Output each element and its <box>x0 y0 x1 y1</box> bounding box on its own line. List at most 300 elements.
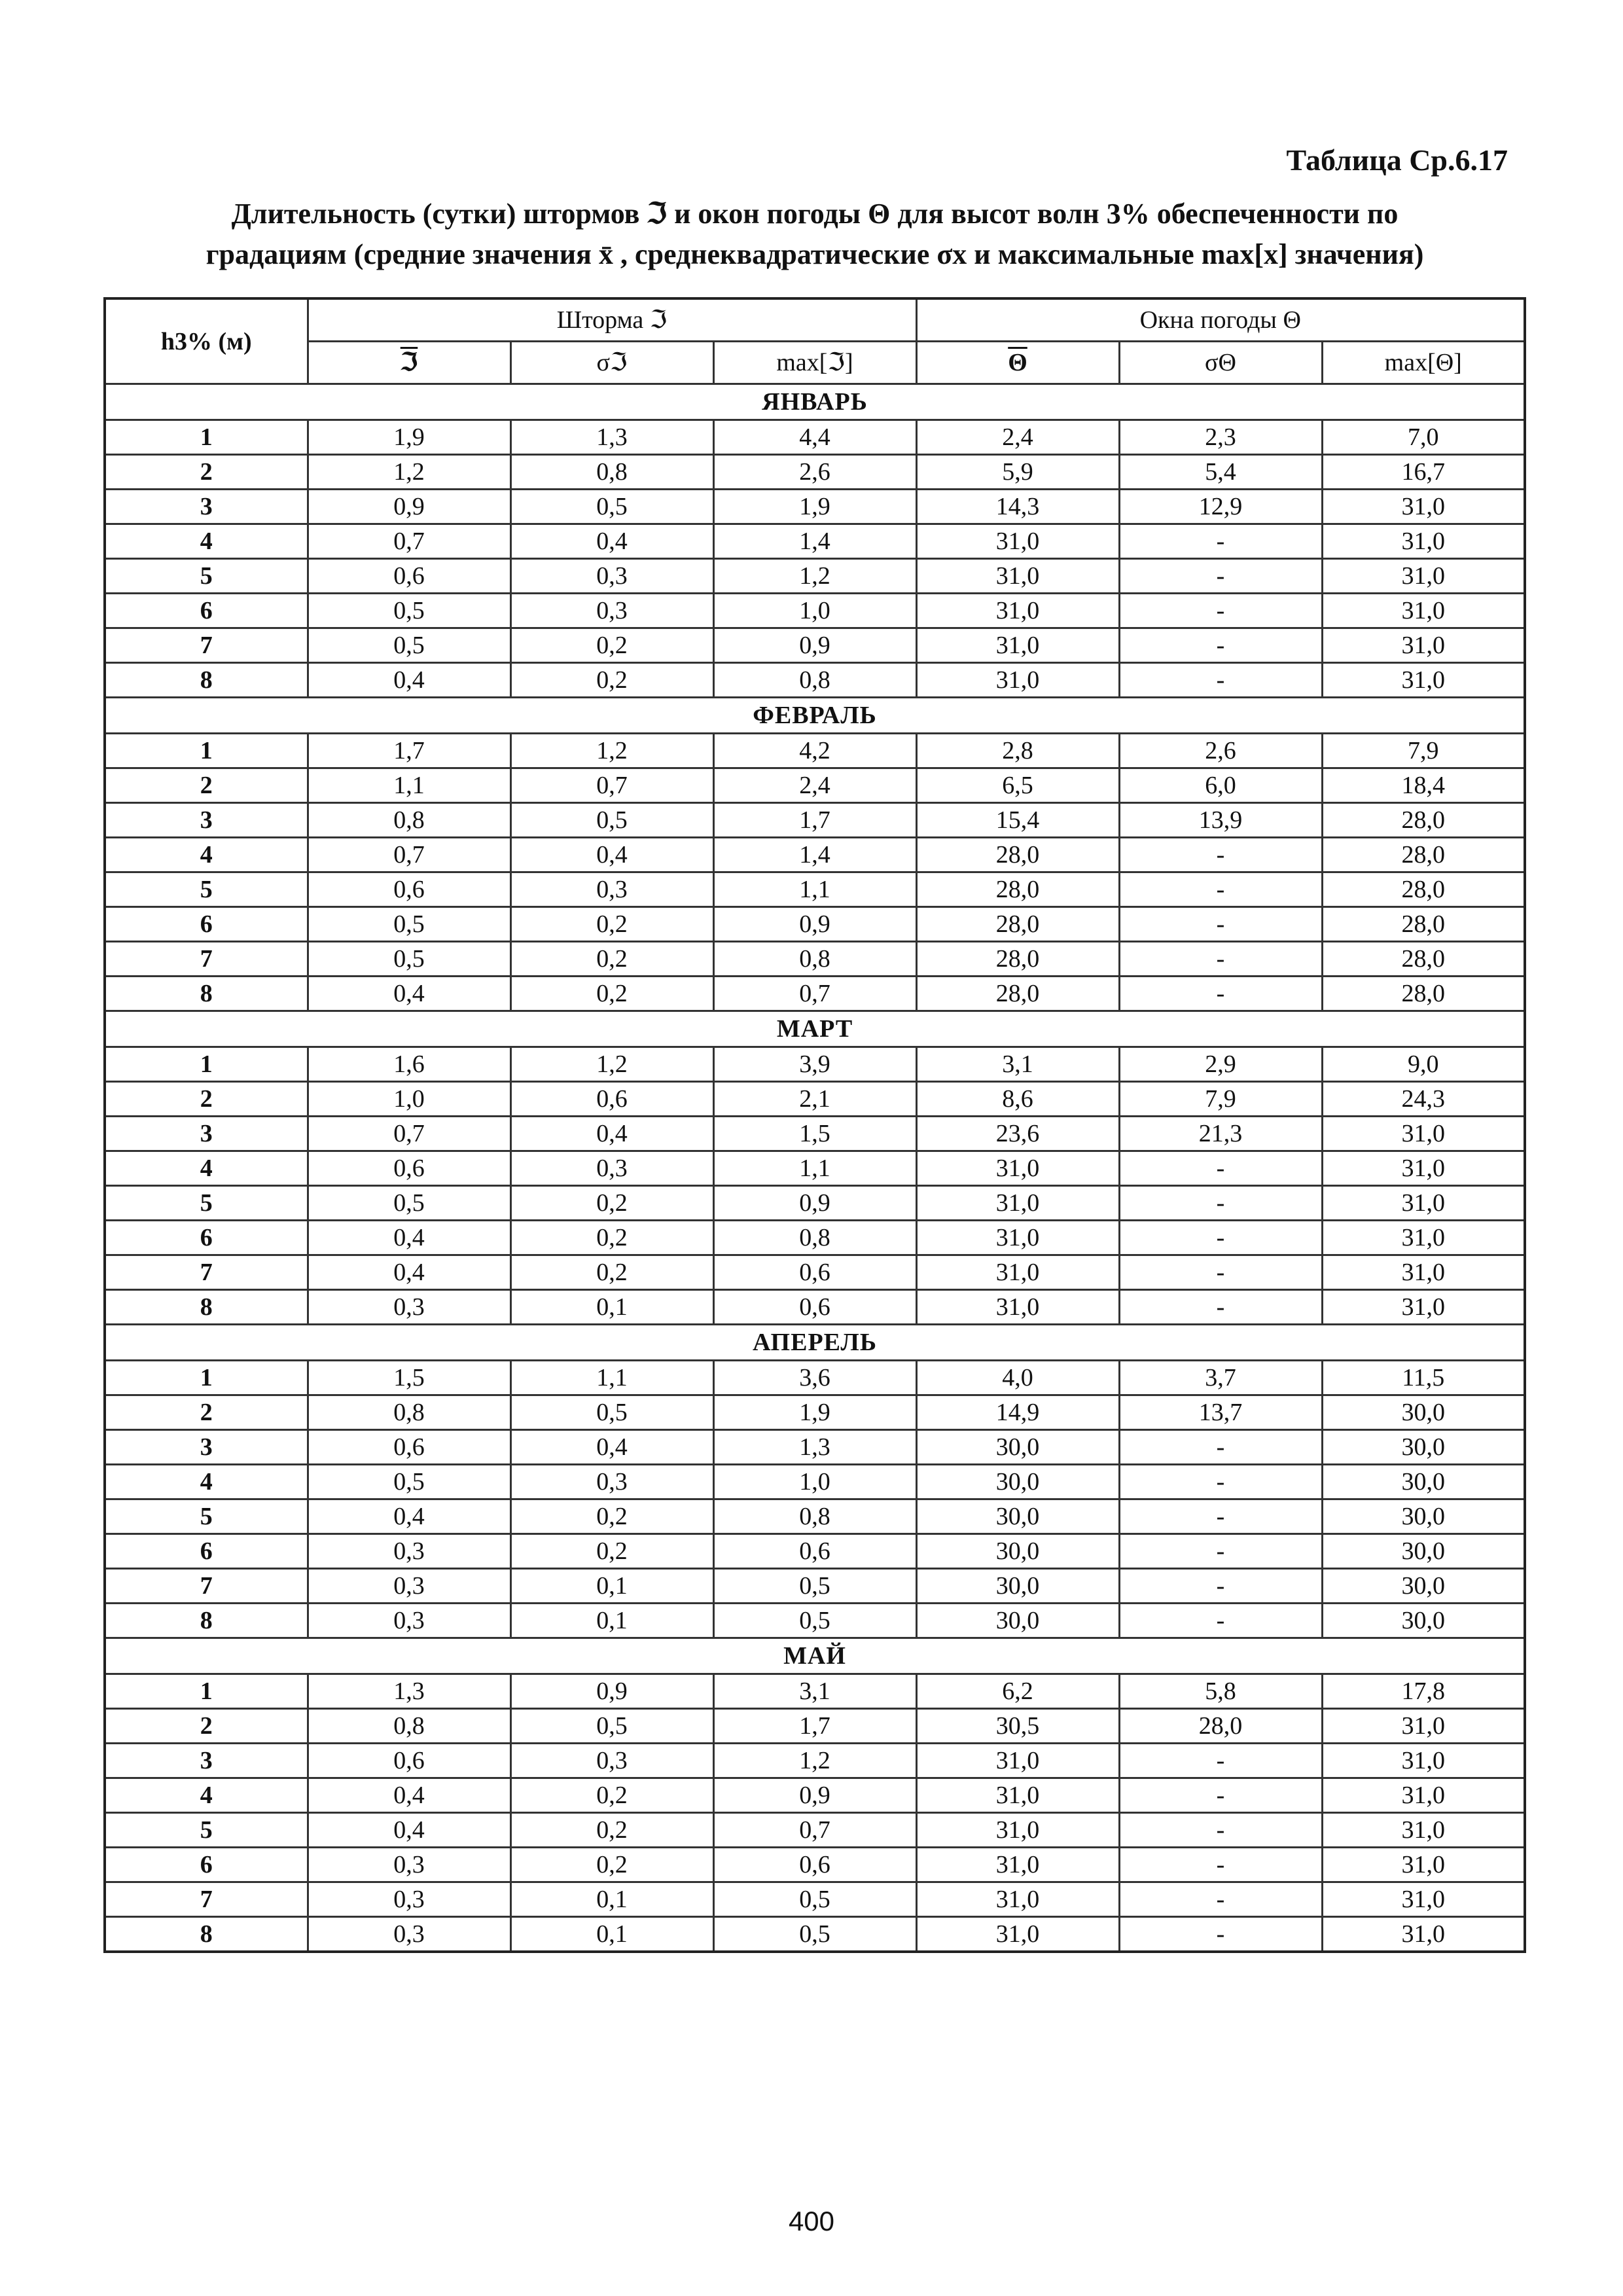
cell-storm-sigma: 0,2 <box>510 1848 713 1882</box>
cell-window-max: 31,0 <box>1322 1221 1525 1255</box>
table-row <box>105 1255 1525 1290</box>
cell-storm-max: 1,2 <box>713 1744 916 1778</box>
cell-storm-mean: 0,8 <box>308 1709 510 1744</box>
cell-window-mean: 2,8 <box>916 734 1119 768</box>
cell-storm-max: 1,2 <box>713 559 916 594</box>
cell-wave-height-grade: 8 <box>105 663 308 698</box>
cell-window-max: 31,0 <box>1322 1186 1525 1221</box>
cell-storm-sigma: 0,3 <box>510 559 713 594</box>
cell-window-mean: 5,9 <box>916 455 1119 490</box>
cell-storm-mean: 0,4 <box>308 1813 510 1848</box>
cell-window-sigma: 2,3 <box>1119 420 1322 455</box>
month-name: ФЕВРАЛЬ <box>105 698 1525 734</box>
table-row <box>105 1499 1525 1534</box>
month-name: АПЕРЕЛЬ <box>105 1325 1525 1361</box>
cell-wave-height-grade: 2 <box>105 1082 308 1117</box>
cell-window-max: 31,0 <box>1322 1117 1525 1151</box>
cell-wave-height-grade: 4 <box>105 524 308 559</box>
cell-wave-height-grade: 5 <box>105 1499 308 1534</box>
table-row <box>105 1186 1525 1221</box>
cell-window-mean: 31,0 <box>916 1813 1119 1848</box>
cell-window-mean: 30,0 <box>916 1499 1119 1534</box>
cell-storm-mean: 0,5 <box>308 594 510 628</box>
cell-window-mean: 31,0 <box>916 1848 1119 1882</box>
cell-wave-height-grade: 6 <box>105 594 308 628</box>
cell-window-max: 30,0 <box>1322 1499 1525 1534</box>
cell-storm-max: 0,6 <box>713 1848 916 1882</box>
cell-storm-sigma: 0,2 <box>510 1499 713 1534</box>
table-row <box>105 1917 1525 1952</box>
cell-window-sigma: - <box>1119 594 1322 628</box>
cell-window-max: 30,0 <box>1322 1569 1525 1604</box>
cell-window-max: 31,0 <box>1322 1917 1525 1952</box>
header-storm-sigma: σℑ <box>510 342 713 384</box>
cell-storm-sigma: 0,2 <box>510 628 713 663</box>
table-row <box>105 803 1525 838</box>
table-row <box>105 1082 1525 1117</box>
month-header-row <box>105 1325 1525 1361</box>
cell-window-sigma: - <box>1119 977 1322 1011</box>
cell-wave-height-grade: 4 <box>105 1465 308 1499</box>
cell-storm-sigma: 0,2 <box>510 1813 713 1848</box>
cell-wave-height-grade: 1 <box>105 1047 308 1082</box>
table-row <box>105 977 1525 1011</box>
cell-storm-mean: 0,4 <box>308 1255 510 1290</box>
cell-window-max: 9,0 <box>1322 1047 1525 1082</box>
cell-storm-sigma: 0,4 <box>510 1117 713 1151</box>
table-row <box>105 1813 1525 1848</box>
table-row <box>105 559 1525 594</box>
header-storms-group: Шторма ℑ <box>308 298 916 342</box>
cell-window-mean: 31,0 <box>916 559 1119 594</box>
cell-window-mean: 28,0 <box>916 942 1119 977</box>
cell-storm-sigma: 0,8 <box>510 455 713 490</box>
cell-wave-height-grade: 2 <box>105 768 308 803</box>
cell-storm-max: 1,1 <box>713 1151 916 1186</box>
cell-window-max: 31,0 <box>1322 1744 1525 1778</box>
cell-storm-mean: 1,3 <box>308 1674 510 1709</box>
month-header-row <box>105 698 1525 734</box>
cell-window-max: 28,0 <box>1322 838 1525 872</box>
cell-storm-max: 0,6 <box>713 1255 916 1290</box>
cell-storm-sigma: 0,5 <box>510 803 713 838</box>
cell-wave-height-grade: 2 <box>105 1709 308 1744</box>
table-row <box>105 1778 1525 1813</box>
cell-window-sigma: - <box>1119 663 1322 698</box>
cell-window-mean: 23,6 <box>916 1117 1119 1151</box>
cell-storm-mean: 1,1 <box>308 768 510 803</box>
cell-window-max: 31,0 <box>1322 1709 1525 1744</box>
cell-storm-mean: 0,4 <box>308 1499 510 1534</box>
cell-storm-max: 0,5 <box>713 1917 916 1952</box>
cell-window-max: 31,0 <box>1322 490 1525 524</box>
cell-window-mean: 31,0 <box>916 1917 1119 1952</box>
cell-window-sigma: - <box>1119 1255 1322 1290</box>
cell-storm-max: 1,1 <box>713 872 916 907</box>
table-row <box>105 455 1525 490</box>
table-row <box>105 1465 1525 1499</box>
table-row <box>105 1117 1525 1151</box>
header-row-groups <box>105 298 1525 342</box>
table-row <box>105 872 1525 907</box>
cell-window-mean: 31,0 <box>916 1778 1119 1813</box>
table-row <box>105 942 1525 977</box>
table-row <box>105 628 1525 663</box>
cell-window-mean: 31,0 <box>916 524 1119 559</box>
cell-window-max: 31,0 <box>1322 1151 1525 1186</box>
cell-wave-height-grade: 8 <box>105 977 308 1011</box>
cell-window-mean: 31,0 <box>916 663 1119 698</box>
cell-storm-mean: 0,3 <box>308 1569 510 1604</box>
cell-window-mean: 30,0 <box>916 1465 1119 1499</box>
cell-window-sigma: - <box>1119 628 1322 663</box>
cell-storm-max: 0,8 <box>713 663 916 698</box>
cell-storm-sigma: 0,6 <box>510 1082 713 1117</box>
table-row <box>105 907 1525 942</box>
cell-window-sigma: - <box>1119 1813 1322 1848</box>
cell-window-sigma: - <box>1119 1151 1322 1186</box>
cell-wave-height-grade: 1 <box>105 420 308 455</box>
table-row <box>105 734 1525 768</box>
table-row <box>105 1709 1525 1744</box>
cell-window-mean: 31,0 <box>916 1744 1119 1778</box>
cell-window-mean: 4,0 <box>916 1361 1119 1395</box>
cell-window-mean: 6,2 <box>916 1674 1119 1709</box>
cell-window-max: 31,0 <box>1322 628 1525 663</box>
cell-window-sigma: 21,3 <box>1119 1117 1322 1151</box>
cell-storm-mean: 1,9 <box>308 420 510 455</box>
cell-wave-height-grade: 1 <box>105 734 308 768</box>
table-row <box>105 1744 1525 1778</box>
cell-storm-max: 0,5 <box>713 1604 916 1638</box>
table-row <box>105 524 1525 559</box>
cell-window-sigma: - <box>1119 907 1322 942</box>
table-row <box>105 420 1525 455</box>
cell-window-max: 31,0 <box>1322 594 1525 628</box>
cell-storm-mean: 0,7 <box>308 838 510 872</box>
cell-storm-sigma: 0,4 <box>510 1430 713 1465</box>
header-row-columns <box>105 342 1525 384</box>
cell-window-sigma: 2,9 <box>1119 1047 1322 1082</box>
cell-storm-max: 0,9 <box>713 1186 916 1221</box>
cell-storm-max: 2,6 <box>713 455 916 490</box>
cell-wave-height-grade: 6 <box>105 907 308 942</box>
cell-storm-mean: 0,3 <box>308 1534 510 1569</box>
cell-storm-max: 0,8 <box>713 1221 916 1255</box>
cell-window-mean: 14,3 <box>916 490 1119 524</box>
cell-window-max: 28,0 <box>1322 872 1525 907</box>
cell-wave-height-grade: 3 <box>105 1744 308 1778</box>
month-name: МАЙ <box>105 1638 1525 1674</box>
cell-window-max: 17,8 <box>1322 1674 1525 1709</box>
table-row <box>105 594 1525 628</box>
cell-storm-sigma: 0,2 <box>510 907 713 942</box>
cell-storm-max: 1,4 <box>713 838 916 872</box>
table-row <box>105 1534 1525 1569</box>
cell-wave-height-grade: 8 <box>105 1917 308 1952</box>
cell-storm-max: 0,9 <box>713 628 916 663</box>
cell-window-mean: 6,5 <box>916 768 1119 803</box>
cell-storm-sigma: 0,3 <box>510 594 713 628</box>
cell-wave-height-grade: 7 <box>105 1882 308 1917</box>
cell-storm-sigma: 0,3 <box>510 1744 713 1778</box>
cell-window-sigma: 5,4 <box>1119 455 1322 490</box>
cell-wave-height-grade: 4 <box>105 1151 308 1186</box>
cell-window-mean: 30,5 <box>916 1709 1119 1744</box>
cell-window-mean: 31,0 <box>916 1151 1119 1186</box>
cell-window-sigma: 12,9 <box>1119 490 1322 524</box>
cell-window-sigma: - <box>1119 1778 1322 1813</box>
header-storm-max: max[ℑ] <box>713 342 916 384</box>
cell-window-sigma: 13,9 <box>1119 803 1322 838</box>
cell-window-sigma: - <box>1119 1882 1322 1917</box>
table-row <box>105 1047 1525 1082</box>
storm-mean-symbol: ℑ <box>400 349 418 376</box>
table-row <box>105 838 1525 872</box>
cell-storm-sigma: 0,3 <box>510 1151 713 1186</box>
cell-window-sigma: 5,8 <box>1119 1674 1322 1709</box>
cell-window-sigma: 7,9 <box>1119 1082 1322 1117</box>
cell-storm-mean: 0,7 <box>308 524 510 559</box>
cell-storm-mean: 0,4 <box>308 1778 510 1813</box>
cell-window-sigma: - <box>1119 1186 1322 1221</box>
cell-storm-max: 0,8 <box>713 1499 916 1534</box>
table-row <box>105 1848 1525 1882</box>
month-header-row <box>105 1638 1525 1674</box>
cell-storm-max: 1,4 <box>713 524 916 559</box>
cell-storm-max: 0,8 <box>713 942 916 977</box>
cell-window-sigma: - <box>1119 942 1322 977</box>
cell-storm-max: 0,9 <box>713 1778 916 1813</box>
cell-storm-max: 4,2 <box>713 734 916 768</box>
cell-storm-sigma: 0,5 <box>510 1395 713 1430</box>
cell-storm-mean: 0,6 <box>308 559 510 594</box>
cell-wave-height-grade: 2 <box>105 455 308 490</box>
cell-window-mean: 15,4 <box>916 803 1119 838</box>
cell-wave-height-grade: 7 <box>105 1255 308 1290</box>
cell-storm-sigma: 0,7 <box>510 768 713 803</box>
cell-storm-sigma: 0,4 <box>510 524 713 559</box>
cell-storm-max: 1,0 <box>713 1465 916 1499</box>
cell-storm-mean: 0,6 <box>308 1151 510 1186</box>
cell-storm-mean: 0,9 <box>308 490 510 524</box>
cell-wave-height-grade: 3 <box>105 803 308 838</box>
cell-storm-max: 1,3 <box>713 1430 916 1465</box>
header-window-mean <box>916 342 1119 384</box>
table-row <box>105 1395 1525 1430</box>
cell-storm-sigma: 0,2 <box>510 1186 713 1221</box>
cell-storm-max: 3,9 <box>713 1047 916 1082</box>
page-number: 400 <box>788 2206 835 2236</box>
month-header-row <box>105 1011 1525 1047</box>
cell-window-sigma: 3,7 <box>1119 1361 1322 1395</box>
cell-wave-height-grade: 5 <box>105 559 308 594</box>
cell-window-max: 28,0 <box>1322 942 1525 977</box>
cell-storm-sigma: 0,2 <box>510 977 713 1011</box>
cell-storm-max: 2,4 <box>713 768 916 803</box>
cell-wave-height-grade: 1 <box>105 1674 308 1709</box>
cell-storm-mean: 0,5 <box>308 1465 510 1499</box>
cell-window-sigma: 2,6 <box>1119 734 1322 768</box>
cell-storm-max: 0,5 <box>713 1882 916 1917</box>
cell-storm-mean: 1,6 <box>308 1047 510 1082</box>
cell-storm-mean: 1,5 <box>308 1361 510 1395</box>
cell-storm-sigma: 0,5 <box>510 490 713 524</box>
cell-storm-mean: 0,3 <box>308 1290 510 1325</box>
cell-window-mean: 30,0 <box>916 1569 1119 1604</box>
cell-storm-max: 3,6 <box>713 1361 916 1395</box>
cell-window-mean: 2,4 <box>916 420 1119 455</box>
cell-window-mean: 14,9 <box>916 1395 1119 1430</box>
cell-storm-mean: 0,5 <box>308 1186 510 1221</box>
cell-window-max: 30,0 <box>1322 1395 1525 1430</box>
cell-window-mean: 31,0 <box>916 1882 1119 1917</box>
cell-storm-max: 1,0 <box>713 594 916 628</box>
cell-wave-height-grade: 4 <box>105 1778 308 1813</box>
cell-storm-sigma: 0,9 <box>510 1674 713 1709</box>
cell-window-mean: 30,0 <box>916 1534 1119 1569</box>
cell-storm-max: 2,1 <box>713 1082 916 1117</box>
cell-storm-mean: 0,5 <box>308 907 510 942</box>
header-wave-height: h3% (м) <box>105 298 308 384</box>
cell-window-mean: 30,0 <box>916 1430 1119 1465</box>
cell-window-max: 30,0 <box>1322 1604 1525 1638</box>
cell-window-mean: 28,0 <box>916 977 1119 1011</box>
cell-storm-mean: 0,4 <box>308 663 510 698</box>
cell-storm-max: 0,7 <box>713 1813 916 1848</box>
cell-window-max: 16,7 <box>1322 455 1525 490</box>
cell-wave-height-grade: 7 <box>105 628 308 663</box>
table-row <box>105 1430 1525 1465</box>
cell-window-mean: 8,6 <box>916 1082 1119 1117</box>
caption-line-1: Длительность (сутки) штормов ℑ и окон погоды Θ для высот волн 3% обеспеченности по <box>231 198 1399 230</box>
cell-window-max: 18,4 <box>1322 768 1525 803</box>
cell-window-sigma: - <box>1119 1917 1322 1952</box>
cell-window-sigma: - <box>1119 1499 1322 1534</box>
cell-window-sigma: - <box>1119 872 1322 907</box>
cell-window-max: 7,9 <box>1322 734 1525 768</box>
cell-window-max: 30,0 <box>1322 1534 1525 1569</box>
cell-wave-height-grade: 7 <box>105 1569 308 1604</box>
cell-storm-sigma: 0,3 <box>510 1465 713 1499</box>
cell-window-mean: 31,0 <box>916 1221 1119 1255</box>
header-storm-mean <box>308 342 510 384</box>
cell-storm-sigma: 0,1 <box>510 1604 713 1638</box>
table-row <box>105 1604 1525 1638</box>
table-row <box>105 1151 1525 1186</box>
cell-storm-sigma: 1,1 <box>510 1361 713 1395</box>
cell-window-mean: 28,0 <box>916 907 1119 942</box>
cell-window-mean: 31,0 <box>916 1255 1119 1290</box>
cell-window-mean: 28,0 <box>916 872 1119 907</box>
header-window-sigma: σΘ <box>1119 342 1322 384</box>
month-name: ЯНВАРЬ <box>105 384 1525 420</box>
table-caption <box>98 194 1531 275</box>
cell-window-sigma: - <box>1119 1221 1322 1255</box>
cell-window-sigma: - <box>1119 838 1322 872</box>
header-window-max: max[Θ] <box>1322 342 1525 384</box>
table-row <box>105 1361 1525 1395</box>
cell-storm-max: 3,1 <box>713 1674 916 1709</box>
cell-window-max: 31,0 <box>1322 1813 1525 1848</box>
cell-window-max: 31,0 <box>1322 1290 1525 1325</box>
cell-window-sigma: 6,0 <box>1119 768 1322 803</box>
cell-window-sigma: - <box>1119 1534 1322 1569</box>
table-row <box>105 490 1525 524</box>
cell-window-max: 31,0 <box>1322 559 1525 594</box>
cell-storm-sigma: 0,2 <box>510 1255 713 1290</box>
cell-storm-sigma: 0,2 <box>510 663 713 698</box>
cell-storm-max: 1,7 <box>713 1709 916 1744</box>
cell-storm-mean: 0,8 <box>308 1395 510 1430</box>
cell-window-max: 7,0 <box>1322 420 1525 455</box>
cell-storm-max: 0,6 <box>713 1290 916 1325</box>
table-row <box>105 1882 1525 1917</box>
header-weather-windows-group: Окна погоды Θ <box>916 298 1525 342</box>
cell-wave-height-grade: 3 <box>105 490 308 524</box>
cell-storm-max: 0,9 <box>713 907 916 942</box>
cell-wave-height-grade: 6 <box>105 1848 308 1882</box>
cell-storm-sigma: 1,3 <box>510 420 713 455</box>
table-row <box>105 1290 1525 1325</box>
cell-storm-max: 1,9 <box>713 490 916 524</box>
month-name: МАРТ <box>105 1011 1525 1047</box>
cell-window-max: 31,0 <box>1322 663 1525 698</box>
cell-window-max: 28,0 <box>1322 907 1525 942</box>
cell-storm-sigma: 0,1 <box>510 1917 713 1952</box>
cell-wave-height-grade: 1 <box>105 1361 308 1395</box>
table-header <box>105 298 1525 384</box>
cell-storm-sigma: 1,2 <box>510 1047 713 1082</box>
window-mean-symbol: $\overline{\Theta}$ <box>1008 349 1027 376</box>
cell-storm-sigma: 0,2 <box>510 1534 713 1569</box>
cell-wave-height-grade: 2 <box>105 1395 308 1430</box>
cell-window-max: 11,5 <box>1322 1361 1525 1395</box>
cell-storm-mean: 0,4 <box>308 977 510 1011</box>
caption-line-2: градациям (средние значения x̄ , среднеквадратические σx и максимальные max[x] значения) <box>205 238 1424 270</box>
cell-storm-mean: 1,2 <box>308 455 510 490</box>
cell-window-max: 24,3 <box>1322 1082 1525 1117</box>
cell-storm-max: 1,9 <box>713 1395 916 1430</box>
cell-window-sigma: - <box>1119 1569 1322 1604</box>
cell-window-sigma: - <box>1119 1430 1322 1465</box>
cell-window-sigma: 13,7 <box>1119 1395 1322 1430</box>
table-row <box>105 1569 1525 1604</box>
cell-wave-height-grade: 6 <box>105 1534 308 1569</box>
cell-window-sigma: 28,0 <box>1119 1709 1322 1744</box>
cell-wave-height-grade: 7 <box>105 942 308 977</box>
cell-storm-max: 0,5 <box>713 1569 916 1604</box>
cell-window-sigma: - <box>1119 1290 1322 1325</box>
cell-window-mean: 31,0 <box>916 628 1119 663</box>
cell-storm-mean: 0,3 <box>308 1917 510 1952</box>
storm-duration-table <box>103 297 1526 1953</box>
cell-window-mean: 3,1 <box>916 1047 1119 1082</box>
cell-storm-mean: 1,0 <box>308 1082 510 1117</box>
cell-wave-height-grade: 8 <box>105 1604 308 1638</box>
cell-storm-sigma: 0,2 <box>510 942 713 977</box>
cell-storm-sigma: 0,1 <box>510 1882 713 1917</box>
cell-storm-mean: 0,3 <box>308 1604 510 1638</box>
cell-storm-mean: 0,5 <box>308 628 510 663</box>
table-row <box>105 768 1525 803</box>
cell-wave-height-grade: 3 <box>105 1117 308 1151</box>
cell-window-max: 28,0 <box>1322 803 1525 838</box>
cell-storm-mean: 0,7 <box>308 1117 510 1151</box>
cell-window-sigma: - <box>1119 1465 1322 1499</box>
cell-window-max: 31,0 <box>1322 1882 1525 1917</box>
cell-storm-sigma: 0,4 <box>510 838 713 872</box>
